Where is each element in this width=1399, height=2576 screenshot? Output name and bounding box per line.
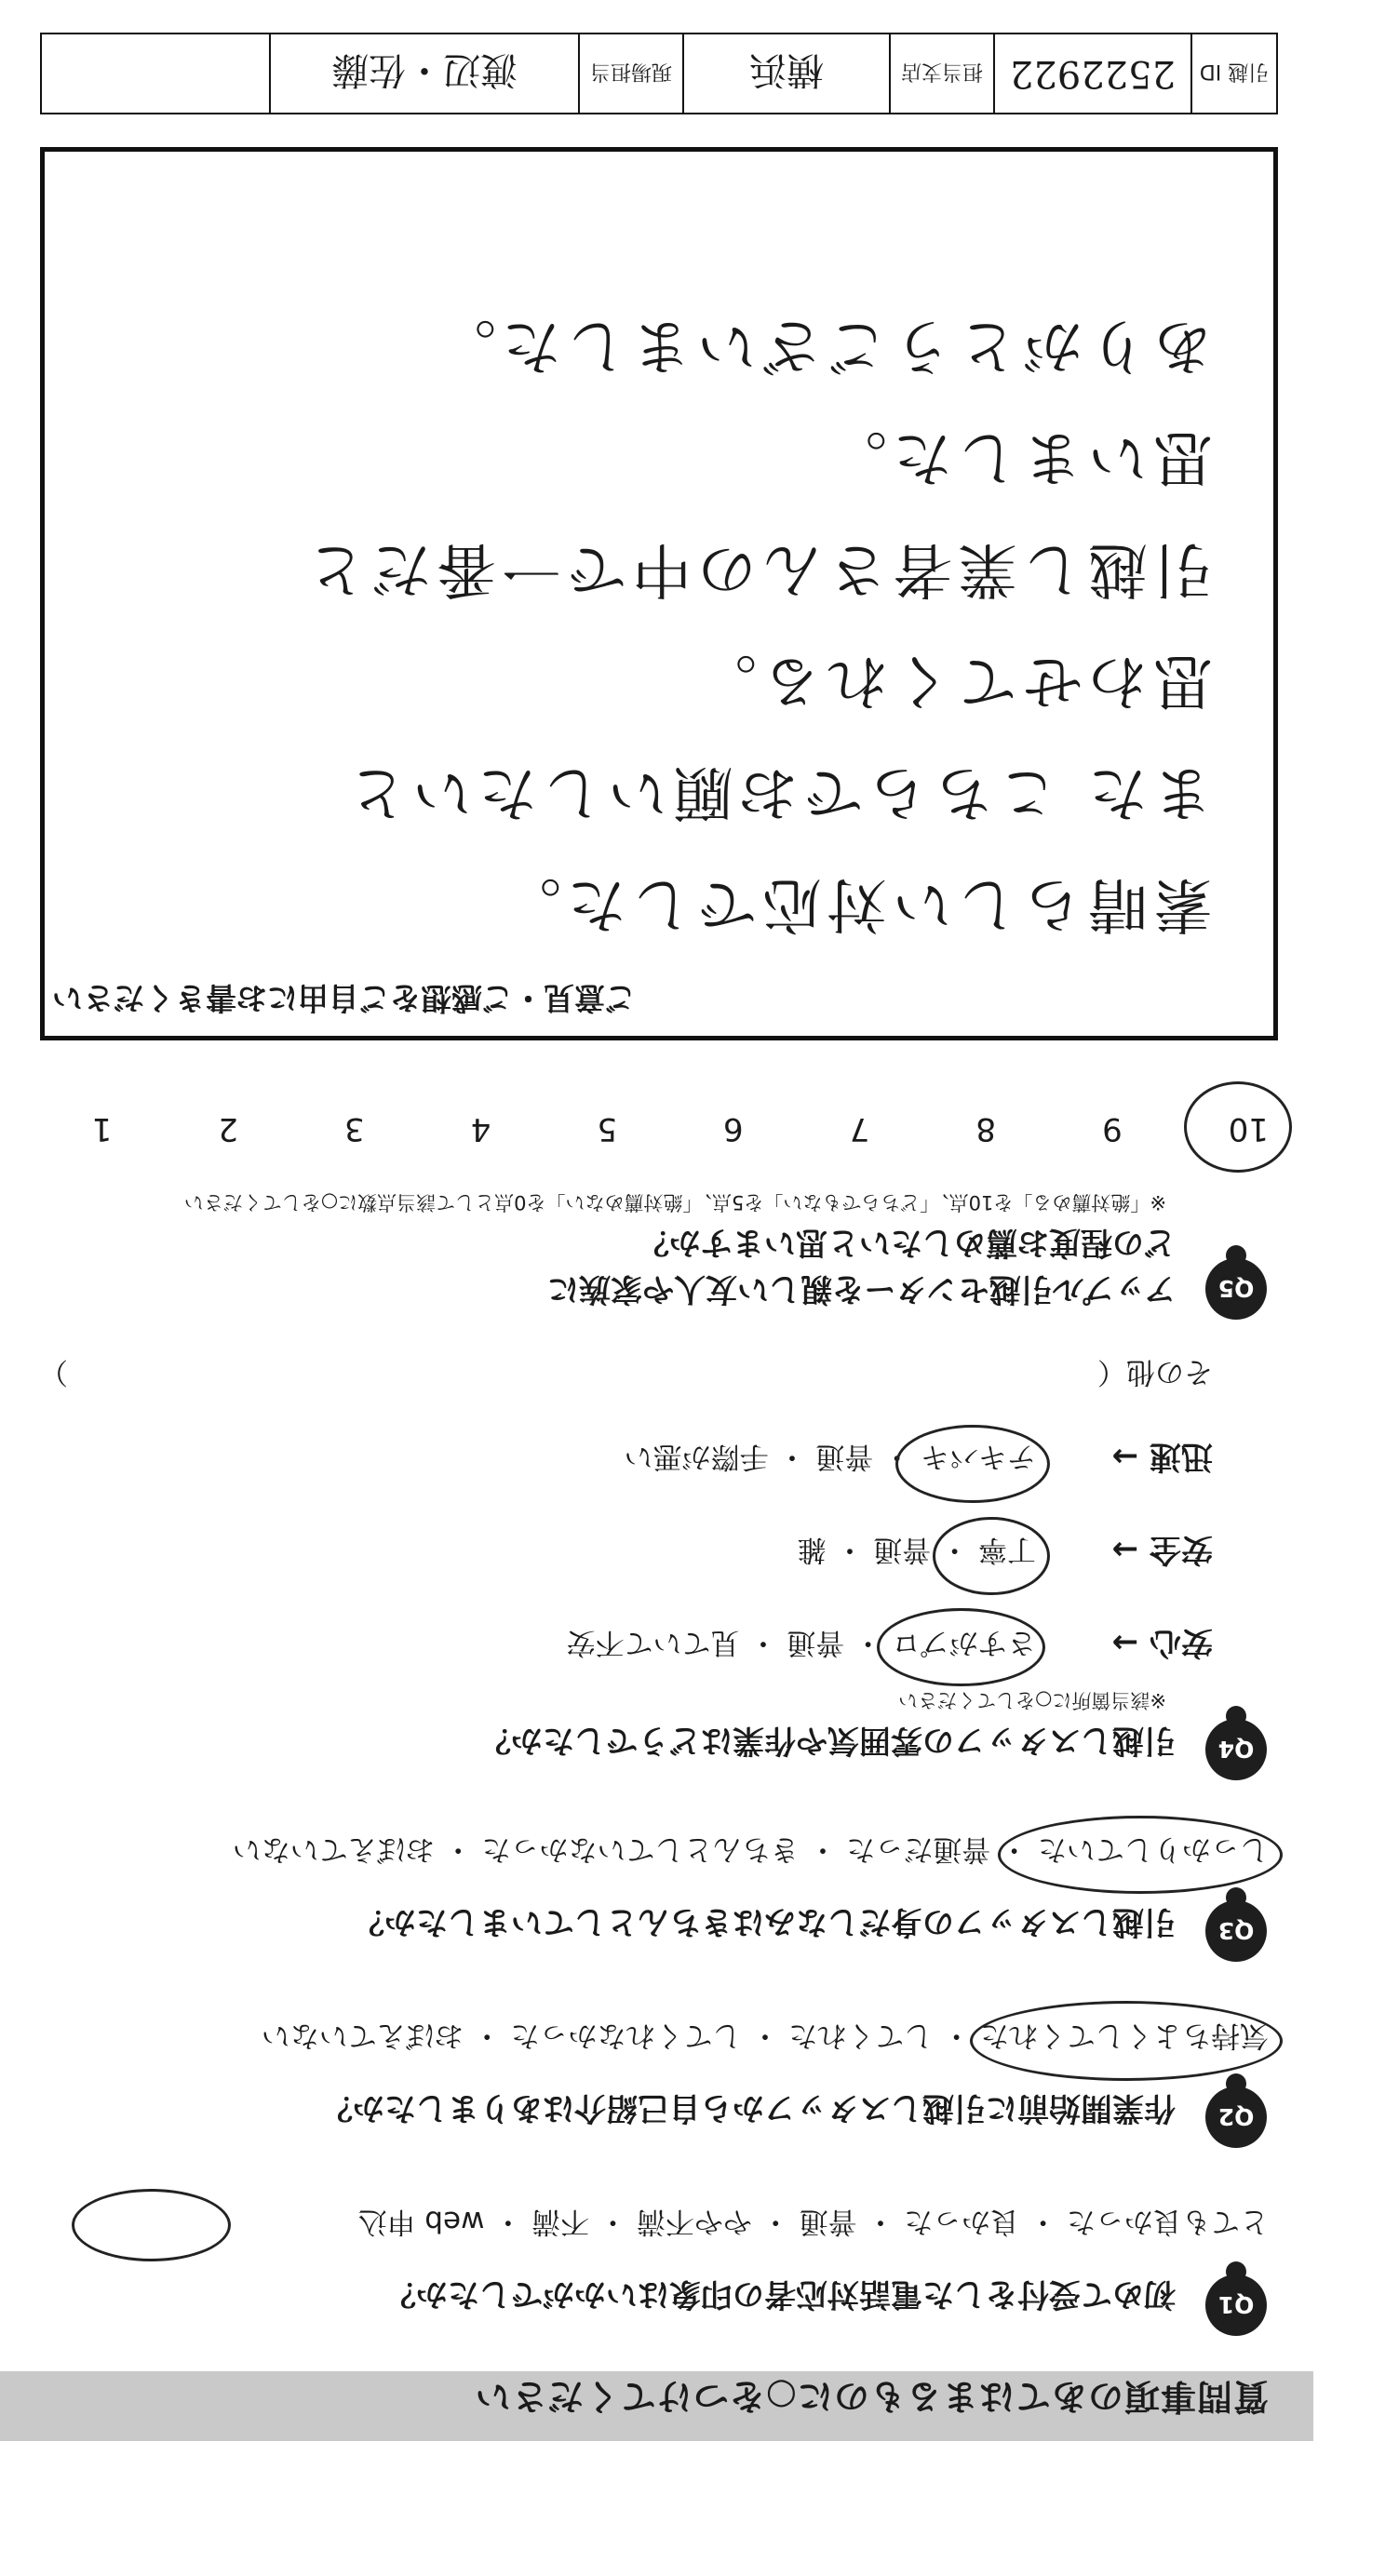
branch-value: 横浜: [682, 34, 889, 113]
q3-selected-ring: [998, 1816, 1283, 1894]
q5-selected-ring: [1184, 1081, 1292, 1173]
header-blank-cell: [42, 34, 269, 113]
scale-10[interactable]: 10: [1228, 1110, 1269, 1147]
q4-other-close: ）: [39, 1355, 68, 1389]
q4-badge: Q4: [1205, 1719, 1267, 1780]
q2-selected-ring: [970, 2001, 1283, 2081]
header-table: [40, 33, 1278, 114]
instruction-text: 質問事項のあてはまるものに○をつけてください: [474, 2376, 1269, 2417]
comment-line-5: 思いました。: [822, 423, 1213, 491]
scale-5[interactable]: 5: [597, 1110, 618, 1147]
scale-6[interactable]: 6: [723, 1110, 744, 1147]
scale-3[interactable]: 3: [344, 1110, 365, 1147]
comment-line-4: 引越し業者さんの中で一番だと: [301, 534, 1213, 603]
q4-row1-choices[interactable]: さすがプロ ・ 普通 ・ 見ていて不安: [566, 1626, 1036, 1659]
q2-badge: Q2: [1205, 2086, 1267, 2148]
q3-badge: Q3: [1205, 1900, 1267, 1962]
move-id-value: 2522922: [993, 34, 1190, 113]
q1-choices[interactable]: とても良かった ・ 良かった ・ 普通 ・ やや不満 ・ 不満 ・ web 申込: [357, 2205, 1269, 2238]
q4-row1-selected-ring: [877, 1608, 1045, 1686]
scale-1[interactable]: 1: [91, 1110, 113, 1147]
q5-badge: Q5: [1205, 1258, 1267, 1320]
lead-value: 渡辺・佐藤: [269, 34, 578, 113]
q3-question: 引越しスタッフの身だしなみはきちんとしていましたか？: [353, 1903, 1176, 1940]
lead-label: 現場担当: [578, 34, 682, 113]
q1-selected-ring: [72, 2189, 231, 2261]
q5-question-line2: どの程度お薦めしたいと思いますか？: [638, 1224, 1176, 1261]
q2-question: 作業開始前に引越しスタッフから自己紹介はありましたか？: [321, 2089, 1176, 2127]
q1-question: 初めて受付をした電話対応者の印象はいかがでしたか？: [384, 2275, 1176, 2313]
q1-badge: Q1: [1205, 2274, 1267, 2336]
comment-line-3: 思わせてくれる。: [692, 646, 1213, 715]
comment-line-6: ありがとうございました。: [431, 311, 1213, 380]
q5-scale[interactable]: [0, 1110, 1269, 1147]
q2-choices[interactable]: 気持ちよくしてくれた ・ してくれた ・ してくれなかった ・ おぼえていない: [261, 2019, 1269, 2052]
q5-question-line1: アップル引越センターを親しい友人や家族に: [547, 1270, 1176, 1308]
q4-row2-label: 安全 →: [1111, 1531, 1213, 1568]
branch-label: 担当支店: [889, 34, 993, 113]
comments-title: ご意見・ご感想をご自由にお書きください: [52, 980, 636, 1016]
q4-other-label[interactable]: その他（: [1097, 1355, 1213, 1389]
scale-4[interactable]: 4: [470, 1110, 491, 1147]
q5-note: ※「絶対薦める」を10点、「どちらでもない」を5点、「絶対薦めない」を0点として該当点数に○をしてください: [183, 1191, 1166, 1214]
q3-choices[interactable]: しっかりしていた ・ 普通だった ・ きちんとしていなかった ・ おぼえていない: [232, 1832, 1269, 1866]
q4-row2-choices[interactable]: 丁寧 ・ 普通 ・ 雑: [797, 1533, 1036, 1566]
comment-line-1: 素晴らしい対応でした。: [496, 869, 1213, 938]
scale-2[interactable]: 2: [218, 1110, 238, 1147]
q4-row3-selected-ring: [895, 1425, 1050, 1503]
q4-note: ※該当箇所に○をしてください: [898, 1689, 1166, 1711]
scale-9[interactable]: 9: [1102, 1110, 1123, 1147]
q4-question: 引越しスタッフの雰囲気や作業はどうでしたか？: [479, 1722, 1176, 1759]
move-id-label: 引越 ID: [1190, 34, 1276, 113]
scale-8[interactable]: 8: [975, 1110, 997, 1147]
scale-7[interactable]: 7: [849, 1110, 870, 1147]
q4-row2-selected-ring: [933, 1517, 1050, 1595]
q4-row3-label: 迅速 →: [1111, 1438, 1213, 1475]
q4-row1-label: 安心 →: [1111, 1624, 1213, 1661]
q4-row3-choices[interactable]: テキパキ ・ 普通 ・ 手際が悪い: [624, 1440, 1036, 1473]
comment-line-2: また こちらでお願いしたいと: [342, 758, 1213, 826]
